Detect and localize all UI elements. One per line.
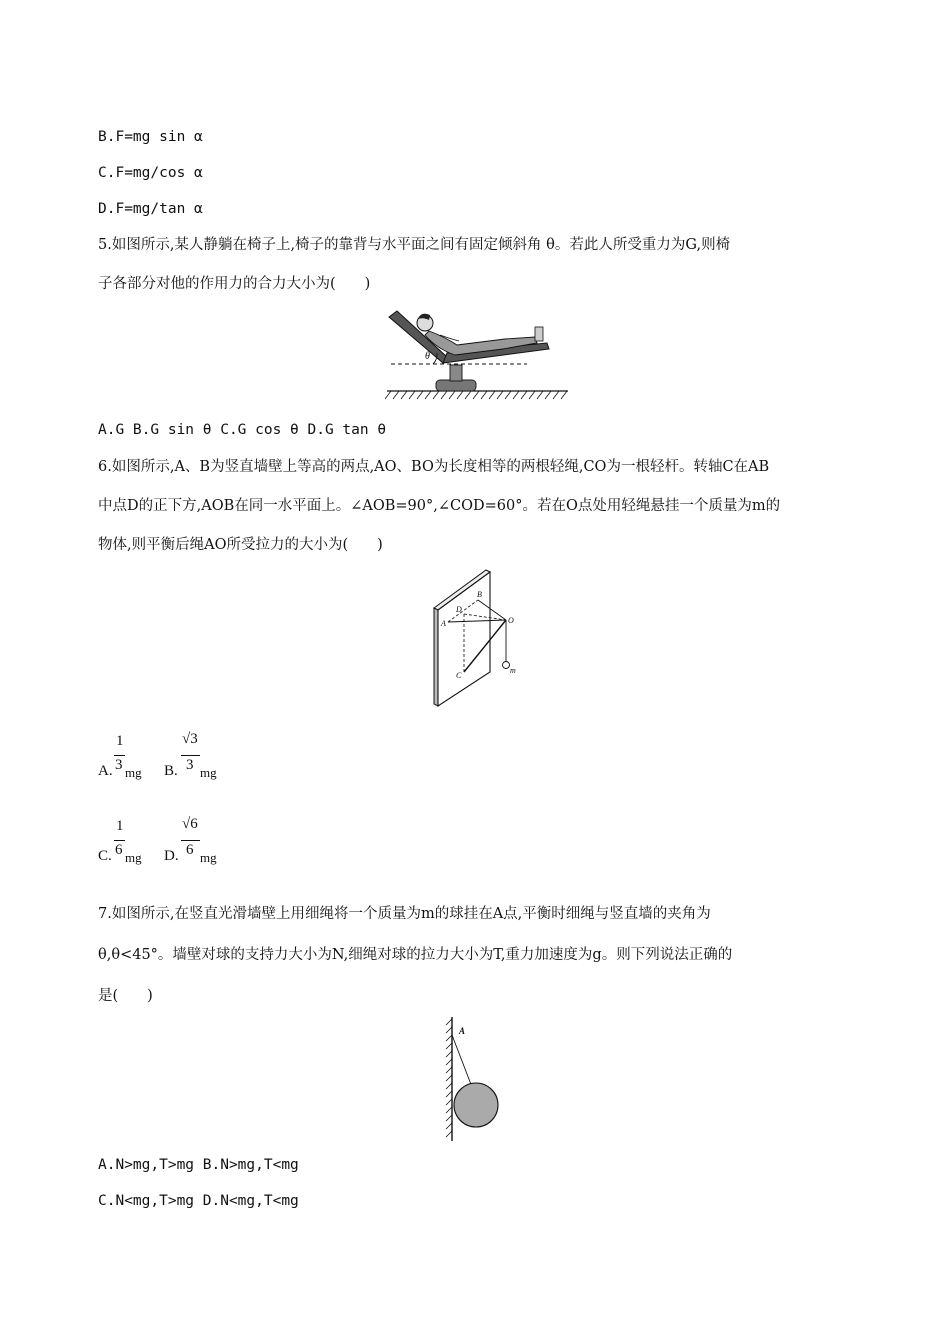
q7-stem-line3: 是( ) bbox=[98, 988, 153, 1004]
q6-option-a-num: 1 bbox=[116, 733, 124, 749]
q6-label-b: B bbox=[477, 590, 482, 599]
q6-option-d-num: √6 bbox=[182, 816, 198, 832]
q6-option-b-num: √3 bbox=[182, 731, 198, 747]
q7-options-line2: C.N<mg,T>mg D.N<mg,T<mg bbox=[98, 1193, 299, 1209]
q6-option-a-bar bbox=[114, 755, 125, 756]
q6-option-c-prefix: C. bbox=[98, 848, 112, 864]
q6-option-d-unit: mg bbox=[200, 850, 217, 865]
q4-option-d: D.F=mg/tan α bbox=[98, 201, 203, 217]
q6-option-b-prefix: B. bbox=[164, 763, 178, 779]
q6-label-a: A bbox=[441, 619, 446, 628]
q5-stem-line2: 子各部分对他的作用力的合力大小为( ) bbox=[98, 276, 371, 292]
q6-option-d-den: 6 bbox=[186, 842, 194, 858]
q4-option-c: C.F=mg/cos α bbox=[98, 165, 203, 181]
q6-option-b-den: 3 bbox=[186, 757, 194, 773]
q6-option-b-unit: mg bbox=[200, 765, 217, 780]
q5-figure-reclining-chair bbox=[385, 305, 570, 401]
q7-label-a: A bbox=[459, 1026, 466, 1036]
q6-option-b-bar bbox=[181, 755, 200, 756]
q7-figure-ball-on-wall bbox=[440, 1015, 510, 1145]
q7-options-line1: A.N>mg,T>mg B.N>mg,T<mg bbox=[98, 1157, 299, 1173]
q6-option-a-den: 3 bbox=[115, 757, 123, 773]
q6-figure-wall-rod-ropes bbox=[428, 568, 528, 710]
q6-option-c-bar bbox=[114, 840, 125, 841]
q6-stem-line2: 中点D的正下方,AOB在同一水平面上。∠AOB=90°,∠COD=60°。若在O点处用轻绳悬挂一个质量为m的 bbox=[98, 498, 781, 514]
q5-stem-line1: 5.如图所示,某人静躺在椅子上,椅子的靠背与水平面之间有固定倾斜角 θ。若此人所受重力为G,则椅 bbox=[98, 237, 731, 253]
q6-option-c-den: 6 bbox=[115, 842, 123, 858]
q7-stem-line1: 7.如图所示,在竖直光滑墙壁上用细绳将一个质量为m的球挂在A点,平衡时细绳与竖直墙的夹角为 bbox=[98, 906, 711, 922]
q6-stem-line1: 6.如图所示,A、B为竖直墙壁上等高的两点,AO、BO为长度相等的两根轻绳,CO为一根轻杆。转轴C在AB bbox=[98, 459, 770, 475]
q6-option-c-unit: mg bbox=[125, 850, 142, 865]
q6-option-d-prefix: D. bbox=[164, 848, 179, 864]
q6-label-d: D bbox=[456, 605, 462, 614]
q6-option-a-unit: mg bbox=[125, 765, 142, 780]
q5-options: A.G B.G sin θ C.G cos θ D.G tan θ bbox=[98, 422, 387, 438]
q6-option-c-num: 1 bbox=[116, 818, 124, 834]
q4-option-b: B.F=mg sin α bbox=[98, 129, 203, 145]
q5-angle-label: θ bbox=[425, 351, 430, 362]
q6-label-m: m bbox=[510, 666, 516, 675]
q7-stem-line2: θ,θ<45°。墙壁对球的支持力大小为N,细绳对球的拉力大小为T,重力加速度为g。则下列说法正确的 bbox=[98, 947, 733, 963]
q6-label-c: C bbox=[456, 671, 462, 680]
q6-label-o: O bbox=[508, 616, 514, 625]
q6-option-d-bar bbox=[181, 840, 200, 841]
q6-stem-line3: 物体,则平衡后绳AO所受拉力的大小为( ) bbox=[98, 537, 383, 553]
q6-option-a-prefix: A. bbox=[98, 763, 113, 779]
